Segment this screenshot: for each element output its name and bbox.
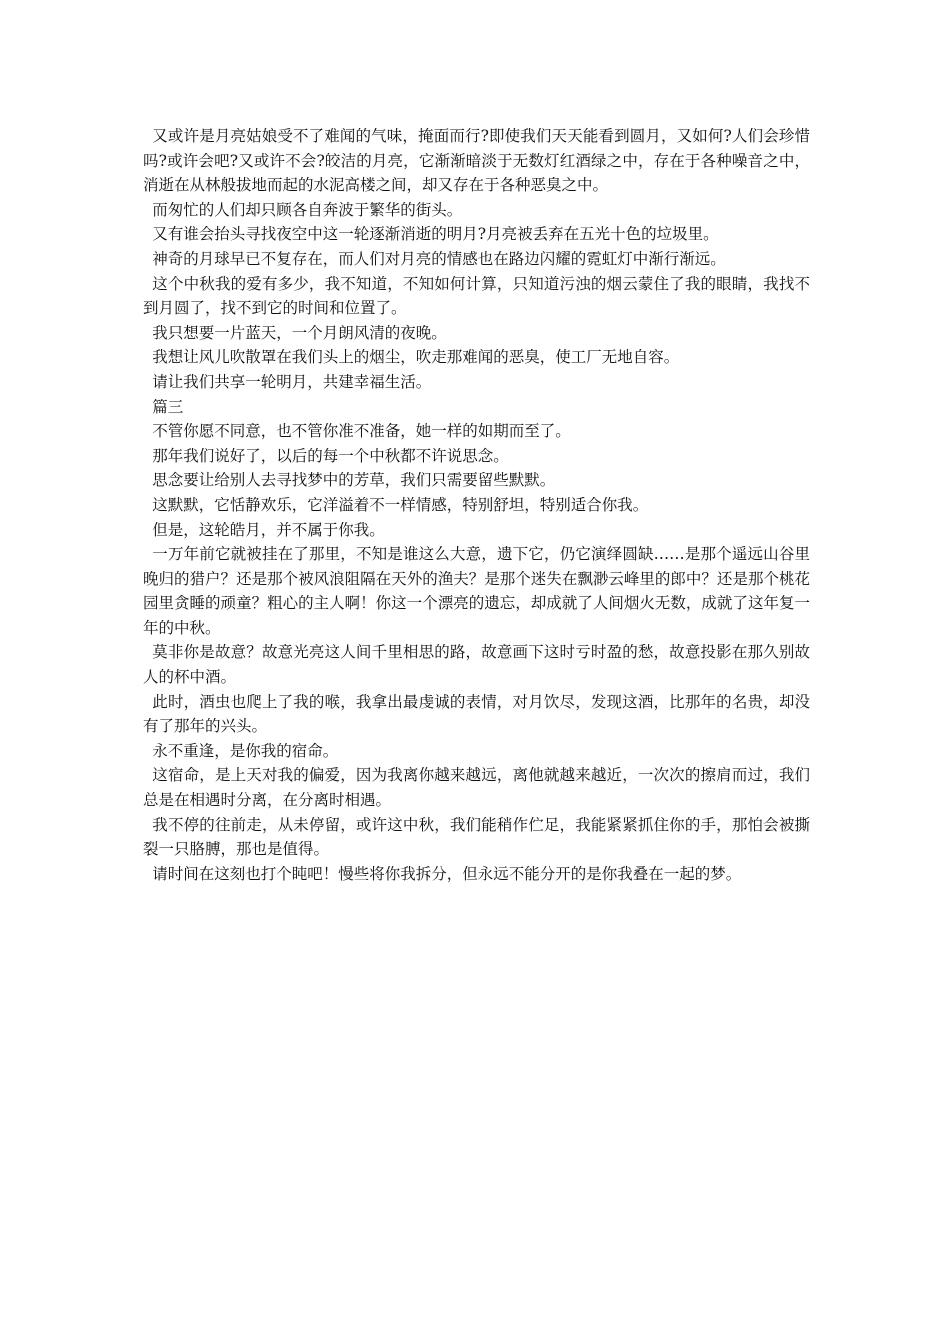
paragraph: 又或许是月亮姑娘受不了难闻的气味，掩面而行?即使我们天天能看到圆月，又如何?人们会珍惜吗?或许会吧?又或许不会?皎洁的月亮，它渐渐暗淡于无数灯红酒绿之中，存在于各种噪音之中，消逝在从林般拔地而起的水泥高楼之间，却又存在于各种恶臭之中。 <box>143 127 810 195</box>
paragraph: 而匆忙的人们却只顾各自奔波于繁华的街头。 <box>152 200 463 219</box>
paragraph: 思念要让给别人去寻找梦中的芳草，我们只需要留些默默。 <box>152 471 556 490</box>
paragraph: 我只想要一片蓝天，一个月朗风清的夜晚。 <box>152 323 447 342</box>
paragraph: 又有谁会抬头寻找夜空中这一轮逐渐消逝的明月?月亮被丢弃在五光十色的垃圾里。 <box>152 225 719 244</box>
paragraph: 我不停的往前走，从未停留，或许这中秋，我们能稍作伫足，我能紧紧抓住你的手，那怕会被撕裂一只胳膊，那也是值得。 <box>143 815 810 859</box>
paragraph: 请让我们共享一轮明月，共建幸福生活。 <box>152 372 432 391</box>
paragraph: 请时间在这刻也打个盹吧！慢些将你我拆分，但永远不能分开的是你我叠在一起的梦。 <box>152 864 742 883</box>
paragraph: 但是，这轮皓月，并不属于你我。 <box>152 520 385 539</box>
paragraph: 这宿命，是上天对我的偏爱，因为我离你越来越远，离他就越来越近，一次次的擦肩而过，我们总是在相遇时分离，在分离时相遇。 <box>143 766 810 810</box>
paragraph: 这个中秋我的爱有多少，我不知道，不知如何计算，只知道污浊的烟云蒙住了我的眼睛，我找不到月圆了，找不到它的时间和位置了。 <box>143 274 810 318</box>
paragraph: 莫非你是故意？故意光亮这人间千里相思的路，故意画下这时亏时盈的愁，故意投影在那久别故人的杯中酒。 <box>143 643 810 687</box>
paragraph: 此时，酒虫也爬上了我的喉，我拿出最虔诚的表情，对月饮尽，发现这酒，比那年的名贵，却没有了那年的兴头。 <box>143 692 810 736</box>
paragraph: 一万年前它就被挂在了那里，不知是谁这么大意，遗下它，仍它演绎圆缺……是那个遥远山谷里晚归的猎户？还是那个被风浪阻隔在天外的渔夫？是那个迷失在飘渺云峰里的郎中？还是那个桃花园里贪睡的顽童？粗心的主人啊！你这一个漂亮的遗忘，却成就了人间烟火无数，成就了这年复一年的中秋。 <box>143 545 810 637</box>
paragraph: 这默默，它恬静欢乐，它洋溢着不一样情感，特别舒坦，特别适合你我。 <box>152 495 649 514</box>
document-body <box>143 124 810 886</box>
paragraph: 那年我们说好了，以后的每一个中秋都不许说思念。 <box>152 446 509 465</box>
paragraph: 我想让风儿吹散罩在我们头上的烟尘，吹走那难闻的恶臭，使工厂无地自容。 <box>152 348 680 367</box>
section-heading: 篇三 <box>152 397 184 416</box>
paragraph: 不管你愿不同意，也不管你准不准备，她一样的如期而至了。 <box>152 422 571 441</box>
paragraph: 永不重逢，是你我的宿命。 <box>152 741 339 760</box>
paragraph: 神奇的月球早已不复存在，而人们对月亮的情感也在路边闪耀的霓虹灯中渐行渐远。 <box>152 249 726 268</box>
